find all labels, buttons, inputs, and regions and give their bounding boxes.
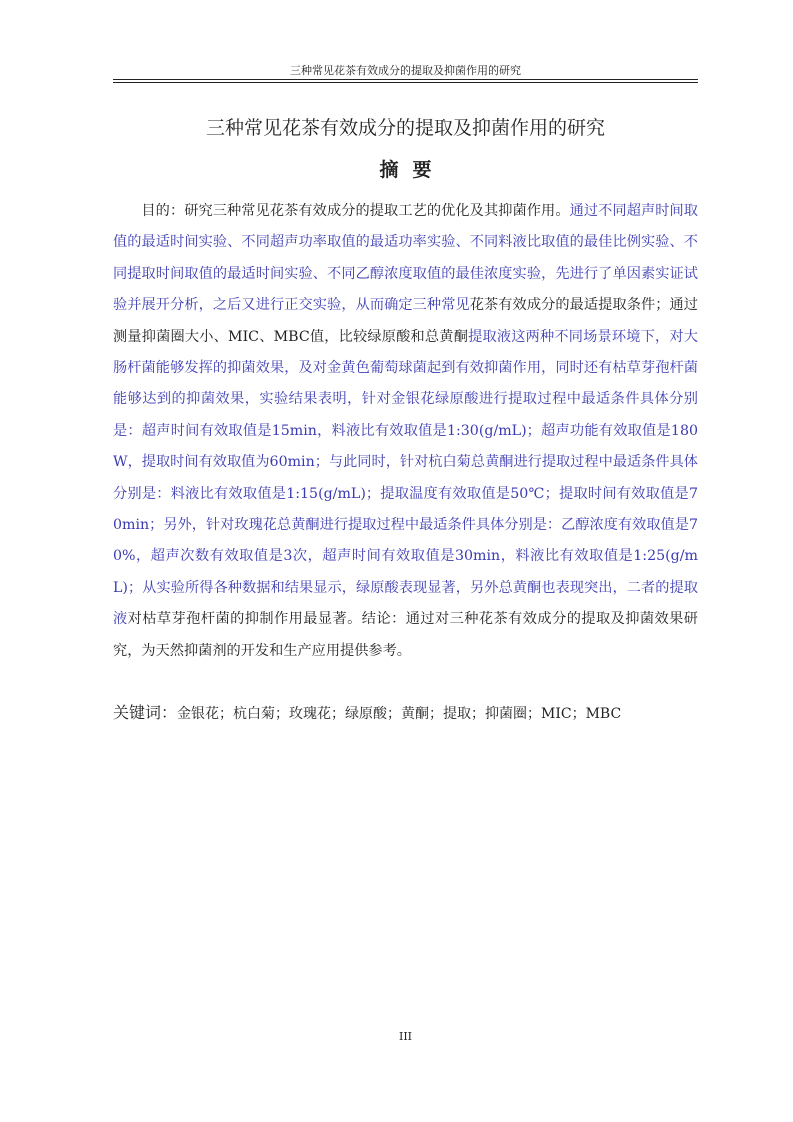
abstract-body (113, 196, 698, 667)
abstract-segment-methods: 通过不同超声时间取值的最适时间实验、不同超声功率取值的最适功率实验、不同料液比取值的最佳比例实验、不同提取时间取值的最适时间实验、不同乙醇浓度取值的最佳浓度实验，先进行了单因素实证试验并展开分析，之后又进行正交实验，从而确定三种常见 (113, 203, 698, 314)
header-rule (113, 79, 698, 83)
abstract-segment-measurement: 花茶有效成分的最适提取条件；通过测量抑菌圈大小、MIC、MBC值，比较绿原酸和总黄酮 (113, 297, 698, 345)
abstract-segment-results: 提取液这两种不同场景环境下，对大肠杆菌能够发挥的抑菌效果，及对金黄色葡萄球菌起到有效抑菌作用，同时还有枯草芽孢杆菌能够达到的抑菌效果，实验结果表明，针对金银花绿原酸进行提取过程中最适条件具体分别是：超声时间有效取值是15min，料液比有效取值是1:30(g/mL)；超声功能有效取值是180W，提取时间有效取值为60min；与此同时，针对杭白菊总黄酮进行提取过程中最适条件具体分别是：料液比有效取值是1:15(g/mL)；提取温度有效取值是50℃；提取时间有效取值是70min；另外，针对玫瑰花总黄酮进行提取过程中最适条件具体分别是：乙醇浓度有效取值是70%，超声次数有效取值是3次，超声时间有效取值是30min，料液比有效取值是1:25(g/mL)；从实验所得各种数据和结果显示，绿原酸表现显著，另外总黄酮也表现突出，二者的提取液 (113, 328, 698, 628)
abstract-heading: 摘要 (379, 159, 446, 181)
running-header: 三种常见花茶有效成分的提取及抑菌作用的研究 (290, 64, 521, 77)
abstract-segment-conclusion: 对枯草芽孢杆菌的抑制作用最显著。结论：通过对三种花茶有效成分的提取及抑菌效果研究，为天然抑菌剂的开发和生产应用提供参考。 (113, 611, 698, 659)
keywords-line (113, 700, 698, 723)
page-number: III (398, 1030, 413, 1043)
document-title: 三种常见花茶有效成分的提取及抑菌作用的研究 (205, 117, 605, 139)
abstract-segment-objective: 目的：研究三种常见花茶有效成分的提取工艺的优化及其抑菌作用。 (141, 203, 570, 219)
keywords-label: 关键词： (113, 703, 178, 722)
keywords-value: 金银花；杭白菊；玫瑰花；绿原酸；黄酮；提取；抑菌圈；MIC；MBC (177, 706, 622, 722)
